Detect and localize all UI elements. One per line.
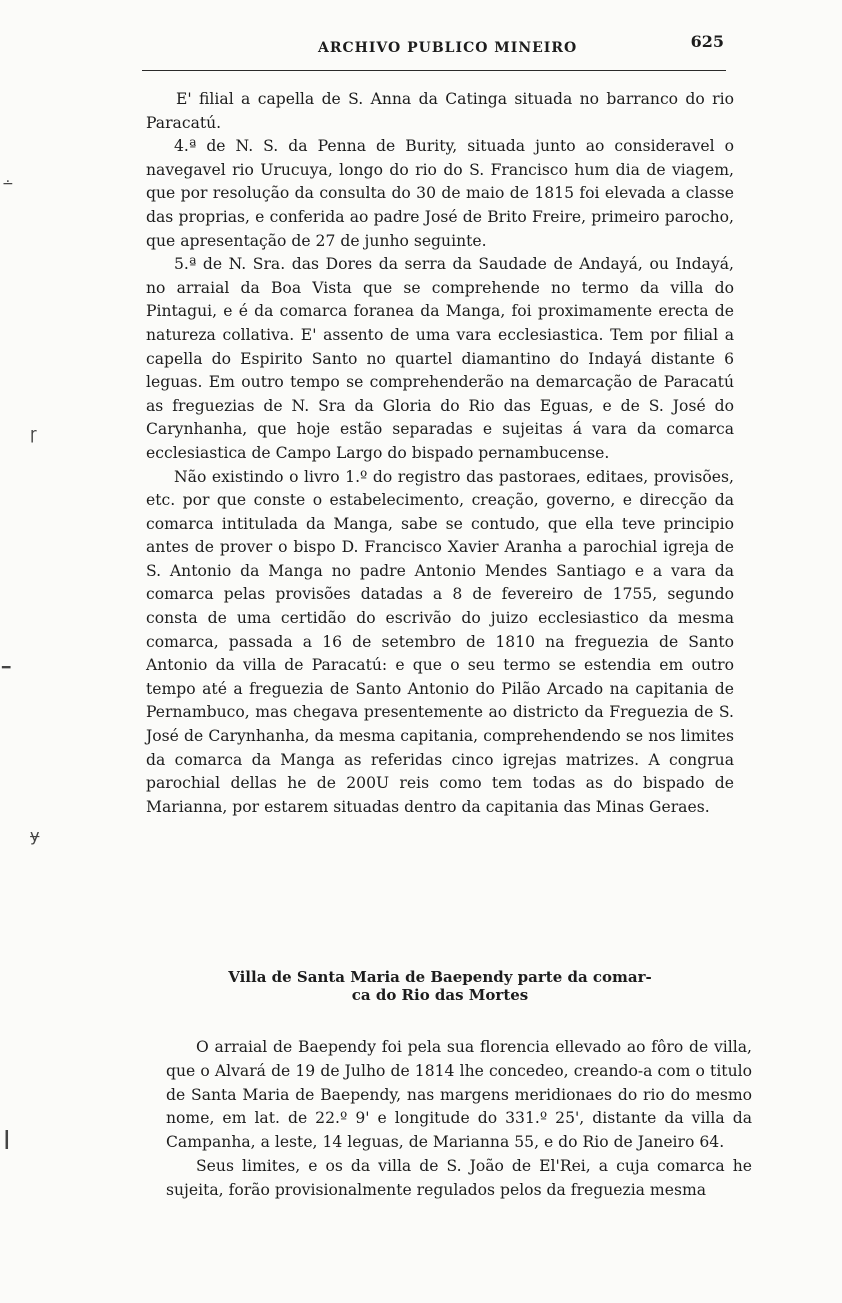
paragraph: Seus limites, e os da villa de S. João de El'Rei, a cuja comarca he sujeita, forão provisionalmente regulados pelos da freguezia mesma [166,1156,752,1199]
margin-mark: ┃ [2,1130,12,1149]
paragraph: Não existindo o livro 1.º do registro das pastoraes, editaes, provisões, etc. por que conste o estabelecimento, creação, governo, e direcção da comarca intitulada da Manga, sabe se contudo, que ella teve principio antes de prover o bispo D. Francisco Xavier Aranha a parochial igreja de S. Antonio da Manga no padre Antonio Mendes Santiago e a vara da comarca pelas provisões datadas a 8 de fevereiro de 1755, segundo consta de uma certidão do escrivão do juizo ecclesiastico da mesma comarca, passada a 16 de setembro de 1810 na freguezia de Santo Antonio da villa de Paracatú: e que o seu termo se estendia em outro tempo até a freguezia de Santo Antonio do Pilão Arcado na capitania de Pernambuco, mas chegava presentemente ao districto da Freguezia de S. José de Carynhanha, da mesma capitania, comprehendendo se nos limites da comarca da Manga as referidas cinco igrejas matrizes. A congrua parochial dellas he de 200U reis como tem todas as do bispado de Marianna, por estarem situadas dentro da capitania das Minas Geraes. [146,467,734,816]
section-title-line: ca do Rio das Mortes [351,986,529,1004]
margin-mark: ɼ [30,424,37,443]
header-rule [142,70,726,71]
margin-mark: ∸ [2,176,14,192]
page-number: 625 [690,32,724,51]
paragraph: 5.ª de N. Sra. das Dores da serra da Saudade de Andayá, ou Indayá, no arraial da Boa Vista que se comprehende no termo da villa do Pintagui, e é da comarca foranea da Manga, foi proximamente erecta de natureza collativa. E' assento de uma vara ecclesiastica. Tem por filial a capella do Espirito Santo no quartel diamantino do Indayá distante 6 leguas. Em outro tempo se comprehenderão na demarcação de Paracatú as freguezias de N. Sra da Gloria do Rio das Eguas, e de S. José do Carynhanha, que hoje estão separadas e sujeitas á vara da comarca ecclesiastica de Campo Largo do bispado pernambucense. [146,255,734,462]
page-header [142,26,726,76]
running-title: ARCHIVO PUBLICO MINEIRO [318,40,578,56]
paragraph: E' filial a capella de S. Anna da Catinga situada no barranco do rio Paracatú. [146,90,734,132]
section-text [166,1036,752,1203]
section-title [146,968,734,1004]
section-title-line: Villa de Santa Maria de Baependy parte da comar- [228,968,652,986]
margin-mark: ━ [2,660,11,676]
paragraph: O arraial de Baependy foi pela sua florencia ellevado ao fôro de villa, que o Alvará de 19 de Julho de 1814 lhe concedeo, creando-a com o titulo de Santa Maria de Baependy, nas margens meridionaes do rio do mesmo nome, em lat. de 22.º 9' e longitude do 331.º 25', distante da villa da Campanha, a leste, 14 leguas, de Marianna 55, e do Rio de Janeiro 64. [166,1038,752,1152]
margin-mark: ɏ [30,826,40,845]
body-text [146,88,734,819]
paragraph: 4.ª de N. S. da Penna de Burity, situada junto ao consideravel o navegavel rio Urucuya, longo do rio do S. Francisco hum dia de viagem, que por resolução da consulta do 30 de maio de 1815 foi elevada a classe das proprias, e conferida ao padre José de Brito Freire, primeiro parocho, que apresentação de 27 de junho seguinte. [146,137,734,250]
